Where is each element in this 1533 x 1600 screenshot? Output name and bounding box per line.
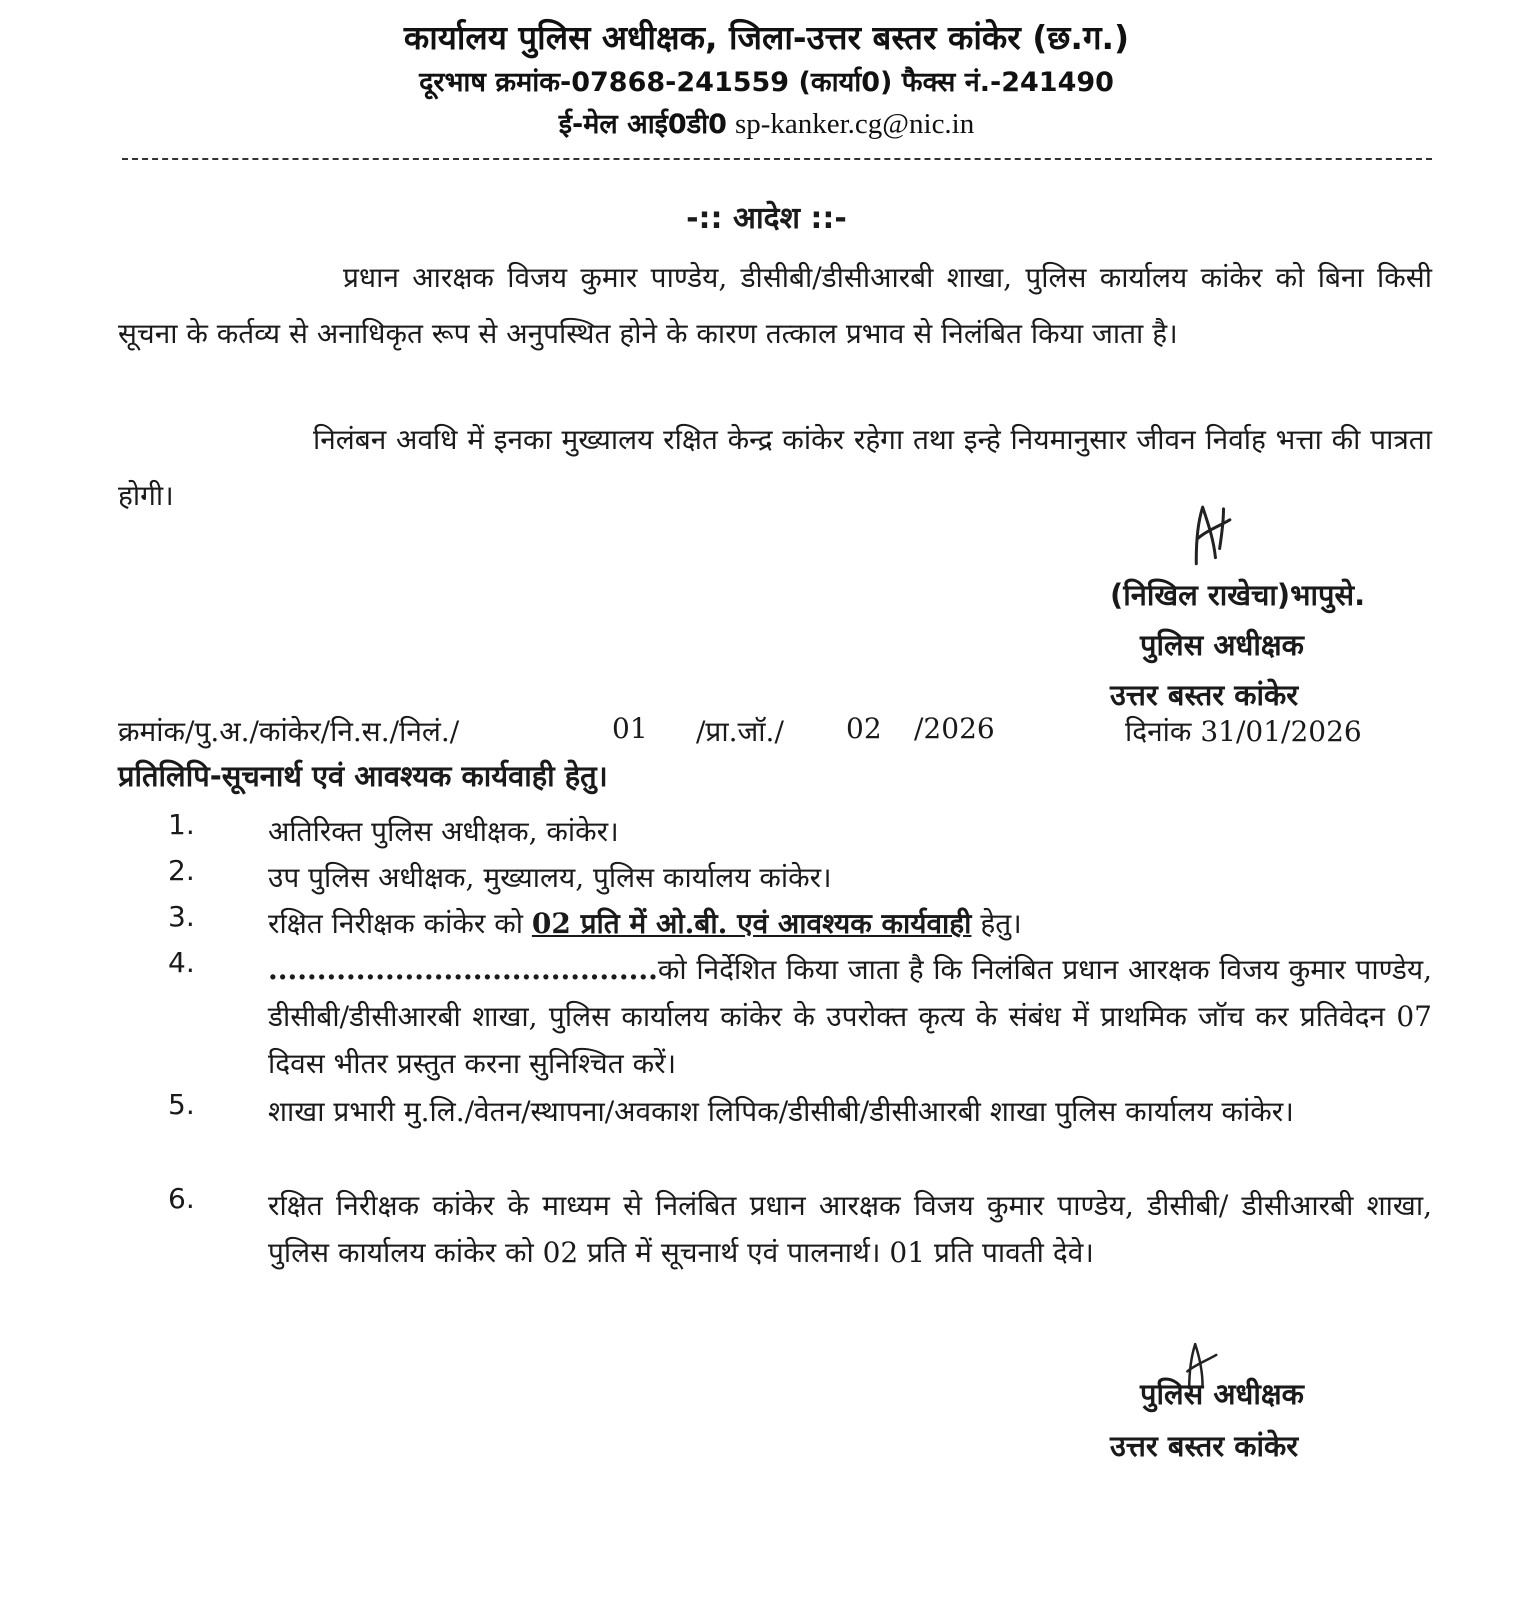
signature-block-1 <box>1110 570 1440 720</box>
blank-dots: ........................................ <box>268 953 658 986</box>
list-text: उप पुलिस अधीक्षक, मुख्यालय, पुलिस कार्यालय कांकेर। <box>268 861 832 894</box>
list-number: 1. <box>168 808 195 841</box>
list-number: 6. <box>168 1182 195 1215</box>
order-paragraph-1: प्रधान आरक्षक विजय कुमार पाण्डेय, डीसीबी/डीसीआरबी शाखा, पुलिस कार्यालय कांकेर को बिना किसी सूचना के कर्तव्य से अनाधिकृत रूप से अनुपस्थित होने के कारण तत्काल प्रभाव से निलंबित किया जाता है। <box>118 261 1432 350</box>
header-divider <box>122 158 1432 160</box>
list-number: 4. <box>168 946 195 979</box>
email-label: ई-मेल आई0डी0 <box>558 109 727 140</box>
officer-name: (निखिल राखेचा)भापुसे. <box>1110 578 1366 612</box>
officer-place: उत्तर बस्तर कांकेर <box>1110 678 1299 712</box>
email-address: sp-kanker.cg@nic.in <box>734 108 975 140</box>
reference-number-2: 02 <box>846 712 882 745</box>
list-number: 2. <box>168 854 195 887</box>
list-text <box>268 946 1432 1087</box>
reference-date: दिनांक 31/01/2026 <box>1125 715 1362 748</box>
reference-mid: /प्रा.जॉ./ <box>696 715 784 748</box>
list-number: 5. <box>168 1088 195 1121</box>
list-number: 3. <box>168 900 195 933</box>
reference-prefix: क्रमांक/पु.अ./कांकेर/नि.स./निलं./ <box>118 715 460 748</box>
order-paragraph-2: निलंबन अवधि में इनका मुख्यालय रक्षित केन्द्र कांकेर रहेगा तथा इन्हे नियमानुसार जीवन निर्वाह भत्ता की पात्रता होगी। <box>118 423 1432 512</box>
list-text-body: को निर्देशित किया जाता है कि निलंबित प्रधान आरक्षक विजय कुमार पाण्डेय, डीसीबी/डीसीआरबी शाखा, पुलिस कार्यालय कांकेर के उपरोक्त कृत्य के संबंध में प्राथमिक जॉच कर प्रतिवेदन 07 दिवस भीतर प्रस्तुत करना सुनिश्चित करें। <box>268 953 1432 1080</box>
list-text: रक्षित निरीक्षक कांकेर के माध्यम से निलंबित प्रधान आरक्षक विजय कुमार पाण्डेय, डीसीबी/ डीसीआरबी शाखा, पुलिस कार्यालय कांकेर को 02 प्रति में सूचनार्थ एवं पालनार्थ। 01 प्रति पावती देवे। <box>268 1189 1432 1269</box>
list-text-post: हेतु। <box>971 907 1022 940</box>
officer-designation: पुलिस अधीक्षक <box>1140 628 1304 662</box>
office-title: कार्यालय पुलिस अधीक्षक, जिला-उत्तर बस्तर कांकेर (छ.ग.) <box>403 18 1130 57</box>
reference-year: /2026 <box>914 712 995 745</box>
signature-block-2 <box>1110 1368 1440 1472</box>
email-line <box>0 104 1533 141</box>
list-text <box>268 900 1432 947</box>
copy-to-title: प्रतिलिपि-सूचनार्थ एवं आवश्यक कार्यवाही हेतु। <box>118 759 608 793</box>
officer-place: उत्तर बस्तर कांकेर <box>1110 1429 1299 1463</box>
order-title: -:: आदेश ::- <box>686 201 847 236</box>
list-text-pre: रक्षित निरीक्षक कांकेर को <box>268 907 532 940</box>
list-text-emphasis: 02 प्रति में ओ.बी. एवं आवश्यक कार्यवाही <box>531 907 972 940</box>
list-text: शाखा प्रभारी मु.लि./वेतन/स्थापना/अवकाश लिपिक/डीसीबी/डीसीआरबी शाखा पुलिस कार्यालय कांकेर। <box>268 1095 1294 1128</box>
list-text: अतिरिक्त पुलिस अधीक्षक, कांकेर। <box>268 815 619 848</box>
officer-designation: पुलिस अधीक्षक <box>1140 1377 1304 1411</box>
reference-number-1: 01 <box>612 712 648 745</box>
phone-fax-line: दूरभाष क्रमांक-07868-241559 (कार्या0) फैक्स नं.-241490 <box>419 67 1114 98</box>
